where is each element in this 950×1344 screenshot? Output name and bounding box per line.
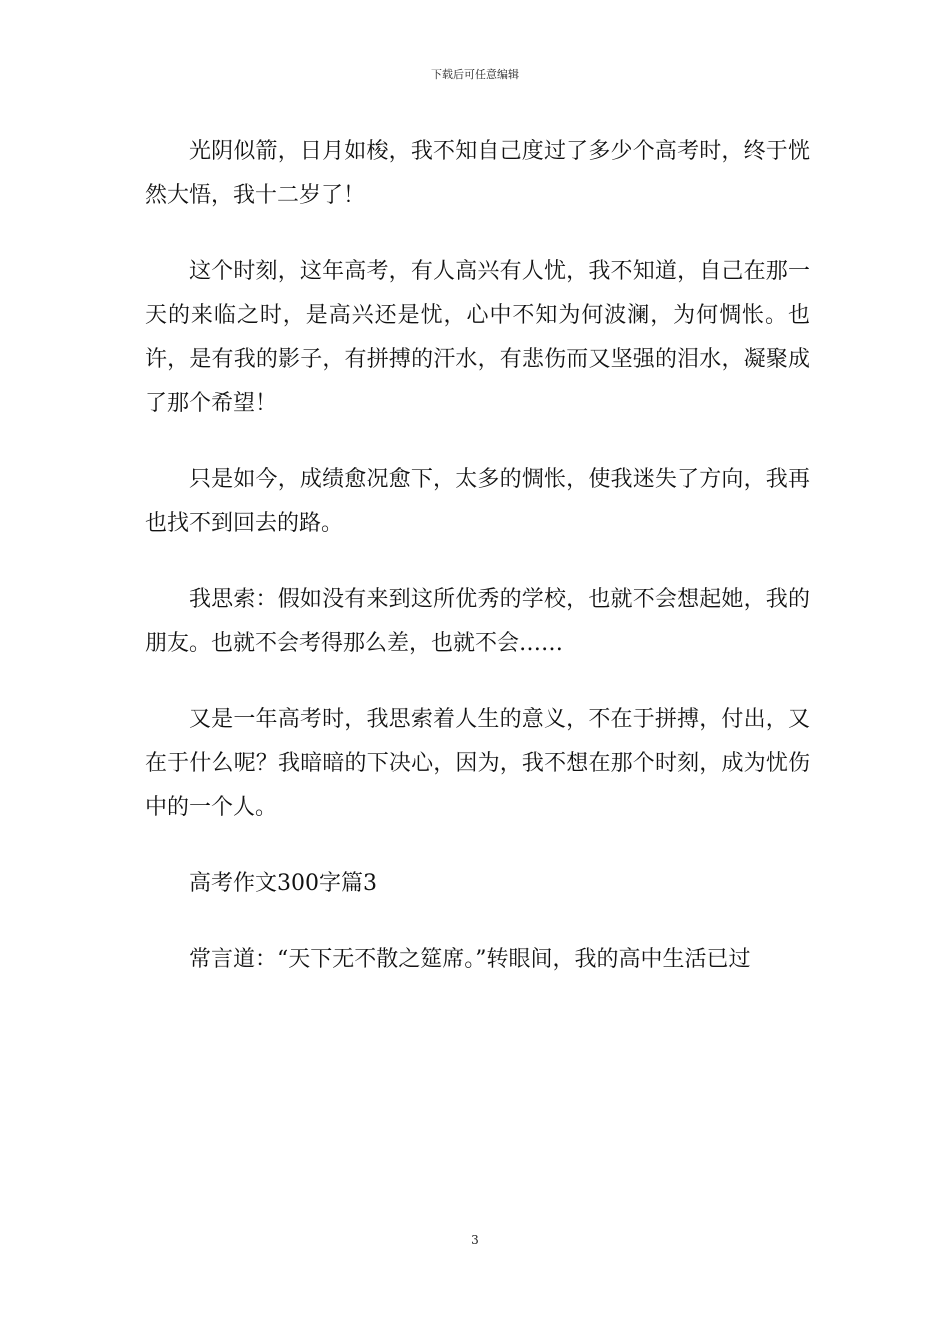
paragraph-5: 又是一年高考时，我思索着人生的意义，不在于拼搏，付出，又在于什么呢？我暗暗的下决心，因为，我不想在那个时刻，成为忧伤中的一个人。 bbox=[145, 707, 810, 820]
paragraph-1: 光阴似箭，日月如梭，我不知自己度过了多少个高考时，终于恍然大悟，我十二岁了！ bbox=[145, 139, 810, 208]
paragraph-6: 常言道：“天下无不散之筵席。”转眼间，我的高中生活已过 bbox=[189, 947, 751, 972]
paragraph-4: 我思索：假如没有来到这所优秀的学校，也就不会想起她，我的朋友。也就不会考得那么差，也就不会…… bbox=[145, 587, 810, 656]
page-number: 3 bbox=[471, 1233, 479, 1247]
paragraph-3: 只是如今，成绩愈况愈下，太多的惆怅，使我迷失了方向，我再也找不到回去的路。 bbox=[145, 467, 810, 536]
section-heading: 高考作文300字篇3 bbox=[189, 871, 377, 896]
paragraph-2: 这个时刻，这年高考，有人高兴有人忧，我不知道，自己在那一天的来临之时，是高兴还是忧，心中不知为何波澜，为何惆怅。也许，是有我的影子，有拼搏的汗水，有悲伤而又坚强的泪水，凝聚成了那个希望！ bbox=[145, 259, 810, 416]
document-body bbox=[145, 130, 810, 1014]
page-header: 下载后可任意编辑 bbox=[431, 68, 519, 81]
